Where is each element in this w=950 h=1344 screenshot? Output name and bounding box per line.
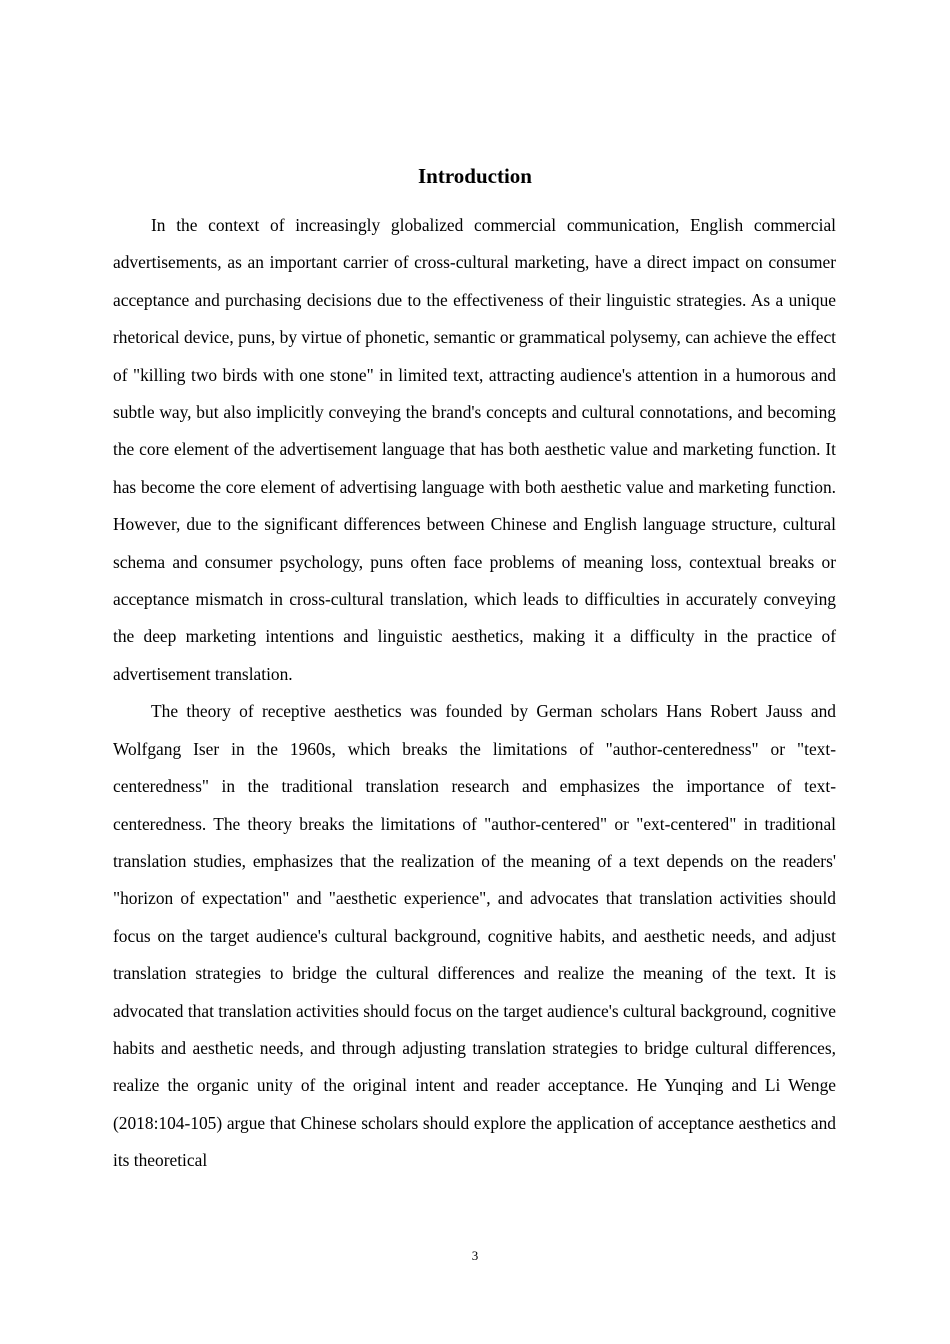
body-text (113, 207, 836, 1180)
section-heading: Introduction (418, 164, 532, 188)
page-number: 3 (471, 1248, 479, 1263)
paragraph-1: In the context of increasingly globalized commercial communication, English commercial advertisements, as an important carrier of cross-cultural marketing, have a direct impact on consumer acceptance and purchasing decisions due to the effectiveness of their linguistic strategies. As a unique rhetorical device, puns, by virtue of phonetic, semantic or grammatical polysemy, can achieve the effect of "killing two birds with one stone" in limited text, attracting audience's attention in a humorous and subtle way, but also implicitly conveying the brand's concepts and cultural connotations, and becoming the core element of the advertisement language that has both aesthetic value and marketing function. It has become the core element of advertising language with both aesthetic value and marketing function. However, due to the significant differences between Chinese and English language structure, cultural schema and consumer psychology, puns often face problems of meaning loss, contextual breaks or acceptance mismatch in cross-cultural translation, which leads to difficulties in accurately conveying the deep marketing intentions and linguistic aesthetics, making it a difficulty in the practice of advertisement translation. (113, 215, 836, 684)
paragraph-2: The theory of receptive aesthetics was founded by German scholars Hans Robert Jauss and Wolfgang Iser in the 1960s, which breaks the limitations of "author-centeredness" or "text-centeredness" in the traditional translation research and emphasizes the importance of text-centeredness. The theory breaks the limitations of "author-centered" or "ext-centered" in traditional translation studies, emphasizes that the realization of the meaning of a text depends on the readers' "horizon of expectation" and "aesthetic experience", and advocates that translation activities should focus on the target audience's cultural background, cognitive habits, and aesthetic needs, and adjust translation strategies to bridge the cultural differences and realize the meaning of the text. It is advocated that translation activities should focus on the target audience's cultural background, cognitive habits and aesthetic needs, and through adjusting translation strategies to bridge cultural differences, realize the organic unity of the original intent and reader acceptance. He Yunqing and Li Wenge (2018:104-105) argue that Chinese scholars should explore the application of acceptance aesthetics and its theoretical (113, 701, 836, 1171)
